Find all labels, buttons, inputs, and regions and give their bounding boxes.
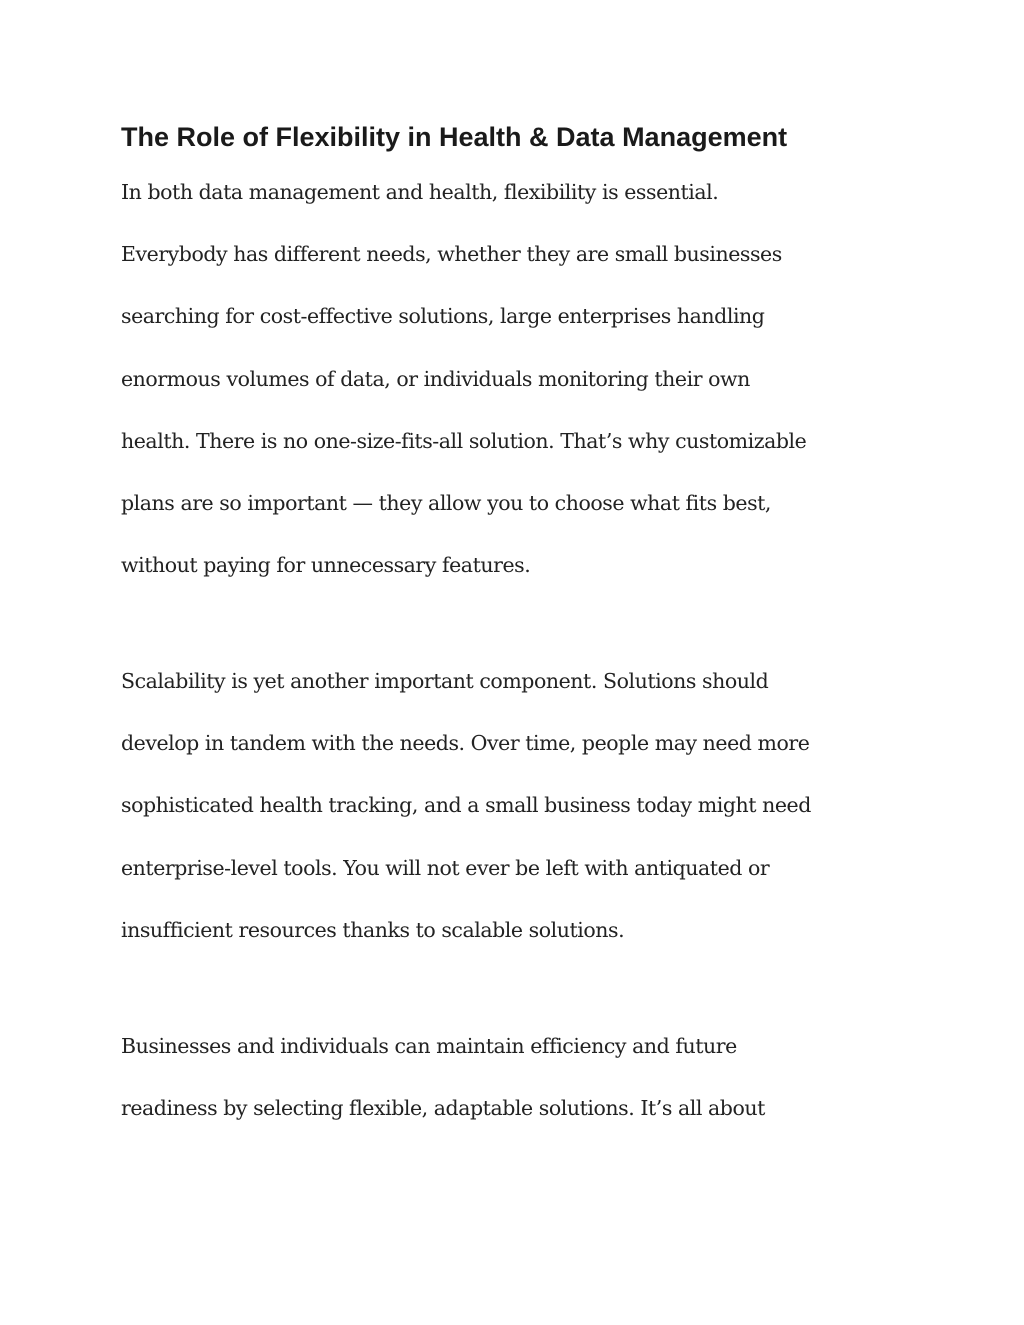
paragraph-line: plans are so important — they allow you to choose what fits best, <box>121 491 771 515</box>
paragraph-line: Businesses and individuals can maintain efficiency and future <box>121 1034 737 1058</box>
paragraph-line: enormous volumes of data, or individuals monitoring their own <box>121 367 750 391</box>
paragraph-line: sophisticated health tracking, and a small business today might need <box>121 793 811 817</box>
paragraph-line: In both data management and health, flexibility is essential. <box>121 180 719 204</box>
paragraph-line: develop in tandem with the needs. Over time, people may need more <box>121 731 810 755</box>
paragraph-line: Everybody has different needs, whether they are small businesses <box>121 242 782 266</box>
paragraph-line: without paying for unnecessary features. <box>121 553 531 577</box>
paragraph-line: Scalability is yet another important component. Solutions should <box>121 669 769 693</box>
document-title: The Role of Flexibility in Health & Data Management <box>121 122 788 152</box>
paragraph-line: enterprise-level tools. You will not ever be left with antiquated or <box>121 856 770 880</box>
paragraph-line: health. There is no one-size-fits-all solution. That’s why customizable <box>121 429 807 453</box>
paragraph-line: insufficient resources thanks to scalable solutions. <box>121 918 625 942</box>
paragraph-line: readiness by selecting flexible, adaptable solutions. It’s all about <box>121 1096 765 1120</box>
paragraph-line: searching for cost-effective solutions, large enterprises handling <box>121 304 765 328</box>
